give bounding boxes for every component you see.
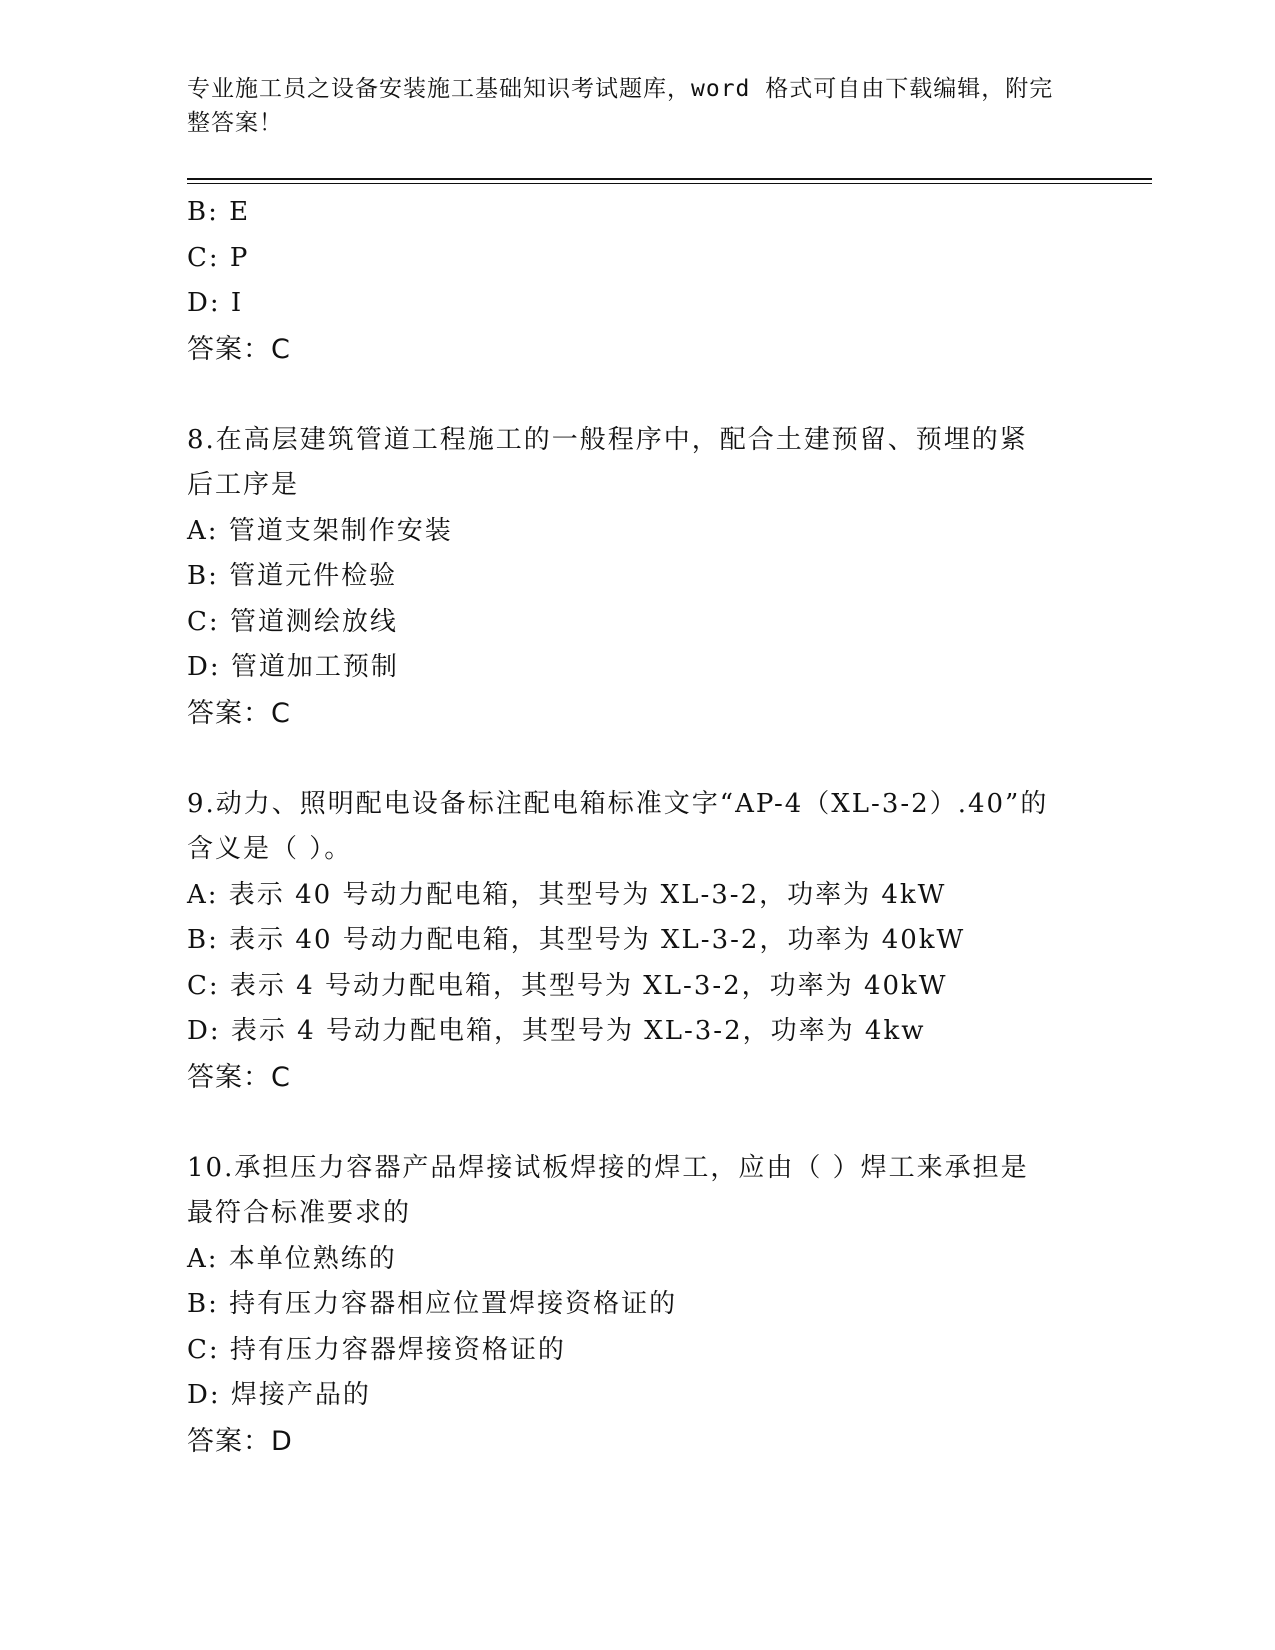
header-rule-thin	[187, 183, 1152, 184]
question-body	[187, 190, 1087, 1464]
question-stem-line: 8.在高层建筑管道工程施工的一般程序中，配合土建预留、预埋的紧	[187, 424, 1028, 455]
spacer	[187, 1100, 1087, 1146]
option-d: D: 表示 4 号动力配电箱，其型号为 XL-3-2，功率为 4kw	[187, 1016, 926, 1046]
spacer	[187, 736, 1087, 782]
question-block-10	[187, 1146, 1087, 1465]
option-a: A: 表示 40 号动力配电箱，其型号为 XL-3-2，功率为 4kW	[187, 879, 947, 910]
document-header	[187, 72, 1087, 140]
option-d: D: 焊接产品的	[187, 1380, 371, 1410]
question-stem-line: 后工序是	[187, 470, 300, 500]
option-b: B: E	[187, 197, 251, 227]
option-b: B: 持有压力容器相应位置焊接资格证的	[187, 1289, 678, 1319]
question-block-8	[187, 418, 1087, 737]
option-c: C: 持有压力容器焊接资格证的	[187, 1334, 566, 1365]
header-line-1: 专业施工员之设备安装施工基础知识考试题库，word 格式可自由下载编辑，附完	[187, 76, 1054, 102]
header-line-2: 整答案！	[187, 110, 283, 136]
option-d: D: 管道加工预制	[187, 652, 399, 682]
question-stem-line: 最符合标准要求的	[187, 1198, 412, 1228]
answer-line: 答案：D	[187, 1425, 293, 1457]
answer-line: 答案：C	[187, 333, 291, 365]
prev-question-block	[187, 190, 1087, 372]
question-stem-line: 9.动力、照明配电设备标注配电箱标准文字“AP-4（XL-3-2）.40”的	[187, 788, 1049, 819]
option-d: D: I	[187, 288, 244, 318]
option-a: A: 本单位熟练的	[187, 1243, 397, 1274]
question-stem-line: 含义是（ ）。	[187, 834, 353, 864]
option-c: C: 管道测绘放线	[187, 606, 398, 637]
option-b: B: 表示 40 号动力配电箱，其型号为 XL-3-2，功率为 40kW	[187, 925, 966, 955]
option-b: B: 管道元件检验	[187, 561, 398, 591]
option-c: C: P	[187, 242, 250, 273]
question-stem-line: 10.承担压力容器产品焊接试板焊接的焊工，应由（ ）焊工来承担是	[187, 1152, 1029, 1183]
header-rule-thick	[187, 178, 1152, 180]
option-c: C: 表示 4 号动力配电箱，其型号为 XL-3-2，功率为 40kW	[187, 970, 948, 1001]
spacer	[187, 372, 1087, 418]
option-a: A: 管道支架制作安装	[187, 515, 453, 546]
question-block-9	[187, 782, 1087, 1101]
answer-line: 答案：C	[187, 1061, 291, 1093]
answer-line: 答案：C	[187, 697, 291, 729]
